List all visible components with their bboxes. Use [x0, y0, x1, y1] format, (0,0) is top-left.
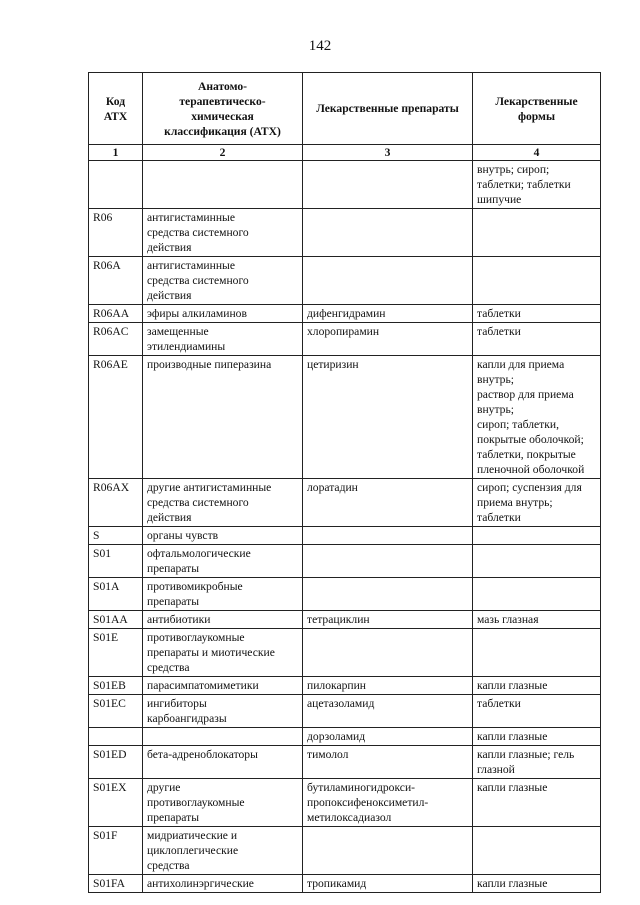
cell-code: R06 — [89, 209, 143, 257]
cell-form — [473, 209, 601, 257]
cell-code — [89, 161, 143, 209]
cell-drug: тимолол — [303, 746, 473, 779]
table-row — [89, 779, 601, 827]
table-body — [89, 161, 601, 893]
cell-code: S01EC — [89, 695, 143, 728]
cell-code: S01E — [89, 629, 143, 677]
cell-classification: органы чувств — [143, 527, 303, 545]
cell-code: S01F — [89, 827, 143, 875]
cell-code — [89, 728, 143, 746]
cell-drug — [303, 161, 473, 209]
column-number: 3 — [303, 145, 473, 161]
cell-form — [473, 578, 601, 611]
cell-drug: ацетазоламид — [303, 695, 473, 728]
cell-drug — [303, 545, 473, 578]
table-row — [89, 527, 601, 545]
table-header-row — [89, 73, 601, 145]
cell-classification: антигистаминные средства системного действия — [143, 209, 303, 257]
table-row — [89, 545, 601, 578]
header-forms: Лекарственные формы — [473, 73, 601, 145]
cell-drug — [303, 527, 473, 545]
cell-form: сироп; суспензия для приема внутрь; таблетки — [473, 479, 601, 527]
cell-drug: тропикамид — [303, 875, 473, 893]
table-row — [89, 356, 601, 479]
cell-drug: бутиламиногидрокси- пропоксифеноксиметил- метилоксадиазол — [303, 779, 473, 827]
cell-drug — [303, 827, 473, 875]
cell-classification: противоглаукомные препараты и миотические средства — [143, 629, 303, 677]
table-row — [89, 161, 601, 209]
cell-form: внутрь; сироп; таблетки; таблетки шипучие — [473, 161, 601, 209]
cell-form: мазь глазная — [473, 611, 601, 629]
cell-drug — [303, 578, 473, 611]
cell-classification — [143, 728, 303, 746]
cell-code: R06AE — [89, 356, 143, 479]
cell-drug: пилокарпин — [303, 677, 473, 695]
cell-form: капли глазные — [473, 677, 601, 695]
cell-form: капли глазные; гель глазной — [473, 746, 601, 779]
cell-drug: дифенгидрамин — [303, 305, 473, 323]
cell-code: S01 — [89, 545, 143, 578]
cell-drug: цетиризин — [303, 356, 473, 479]
table-row — [89, 728, 601, 746]
cell-form — [473, 257, 601, 305]
cell-drug: тетрациклин — [303, 611, 473, 629]
header-code: Код АТХ — [89, 73, 143, 145]
cell-drug: хлоропирамин — [303, 323, 473, 356]
header-classification: Анатомо- терапевтическо- химическая классификация (АТХ) — [143, 73, 303, 145]
cell-classification: мидриатические и циклоплегические средства — [143, 827, 303, 875]
column-number-row — [89, 145, 601, 161]
table-row — [89, 827, 601, 875]
cell-classification: производные пиперазина — [143, 356, 303, 479]
cell-classification — [143, 161, 303, 209]
header-drugs: Лекарственные препараты — [303, 73, 473, 145]
table-row — [89, 746, 601, 779]
cell-form: таблетки — [473, 695, 601, 728]
table-row — [89, 323, 601, 356]
table-row — [89, 629, 601, 677]
cell-form: таблетки — [473, 305, 601, 323]
cell-code: S — [89, 527, 143, 545]
cell-form — [473, 629, 601, 677]
column-number: 2 — [143, 145, 303, 161]
table-row — [89, 875, 601, 893]
table-row — [89, 677, 601, 695]
cell-classification: другие противоглаукомные препараты — [143, 779, 303, 827]
cell-form: капли глазные — [473, 875, 601, 893]
cell-drug: дорзоламид — [303, 728, 473, 746]
cell-form — [473, 827, 601, 875]
atx-drug-table — [88, 72, 601, 893]
cell-form: капли глазные — [473, 779, 601, 827]
cell-classification: антигистаминные средства системного действия — [143, 257, 303, 305]
cell-drug — [303, 209, 473, 257]
cell-drug: лоратадин — [303, 479, 473, 527]
cell-form — [473, 545, 601, 578]
cell-classification: замещенные этилендиамины — [143, 323, 303, 356]
cell-classification: парасимпатомиметики — [143, 677, 303, 695]
cell-form — [473, 527, 601, 545]
cell-classification: эфиры алкиламинов — [143, 305, 303, 323]
cell-classification: другие антигистаминные средства системного действия — [143, 479, 303, 527]
table-row — [89, 305, 601, 323]
table-row — [89, 611, 601, 629]
cell-form: таблетки — [473, 323, 601, 356]
cell-classification: бета-адреноблокаторы — [143, 746, 303, 779]
cell-code: S01AA — [89, 611, 143, 629]
cell-code: R06A — [89, 257, 143, 305]
cell-code: S01ED — [89, 746, 143, 779]
cell-classification: антибиотики — [143, 611, 303, 629]
cell-form: капли для приема внутрь; раствор для приема внутрь; сироп; таблетки, покрытые оболочкой; таблетки, покрытые пленочной оболочкой — [473, 356, 601, 479]
cell-code: R06AX — [89, 479, 143, 527]
table-row — [89, 578, 601, 611]
cell-code: R06AA — [89, 305, 143, 323]
cell-classification: офтальмологические препараты — [143, 545, 303, 578]
cell-code: S01FA — [89, 875, 143, 893]
cell-code: S01EB — [89, 677, 143, 695]
cell-code: S01A — [89, 578, 143, 611]
page-number: 142 — [308, 38, 332, 54]
cell-drug — [303, 257, 473, 305]
table-row — [89, 257, 601, 305]
column-number: 1 — [89, 145, 143, 161]
cell-code: R06AC — [89, 323, 143, 356]
cell-classification: антихолинэргические — [143, 875, 303, 893]
table-row — [89, 479, 601, 527]
table-row — [89, 209, 601, 257]
table-row — [89, 695, 601, 728]
cell-code: S01EX — [89, 779, 143, 827]
cell-classification: ингибиторы карбоангидразы — [143, 695, 303, 728]
cell-classification: противомикробные препараты — [143, 578, 303, 611]
cell-drug — [303, 629, 473, 677]
column-number: 4 — [473, 145, 601, 161]
cell-form: капли глазные — [473, 728, 601, 746]
